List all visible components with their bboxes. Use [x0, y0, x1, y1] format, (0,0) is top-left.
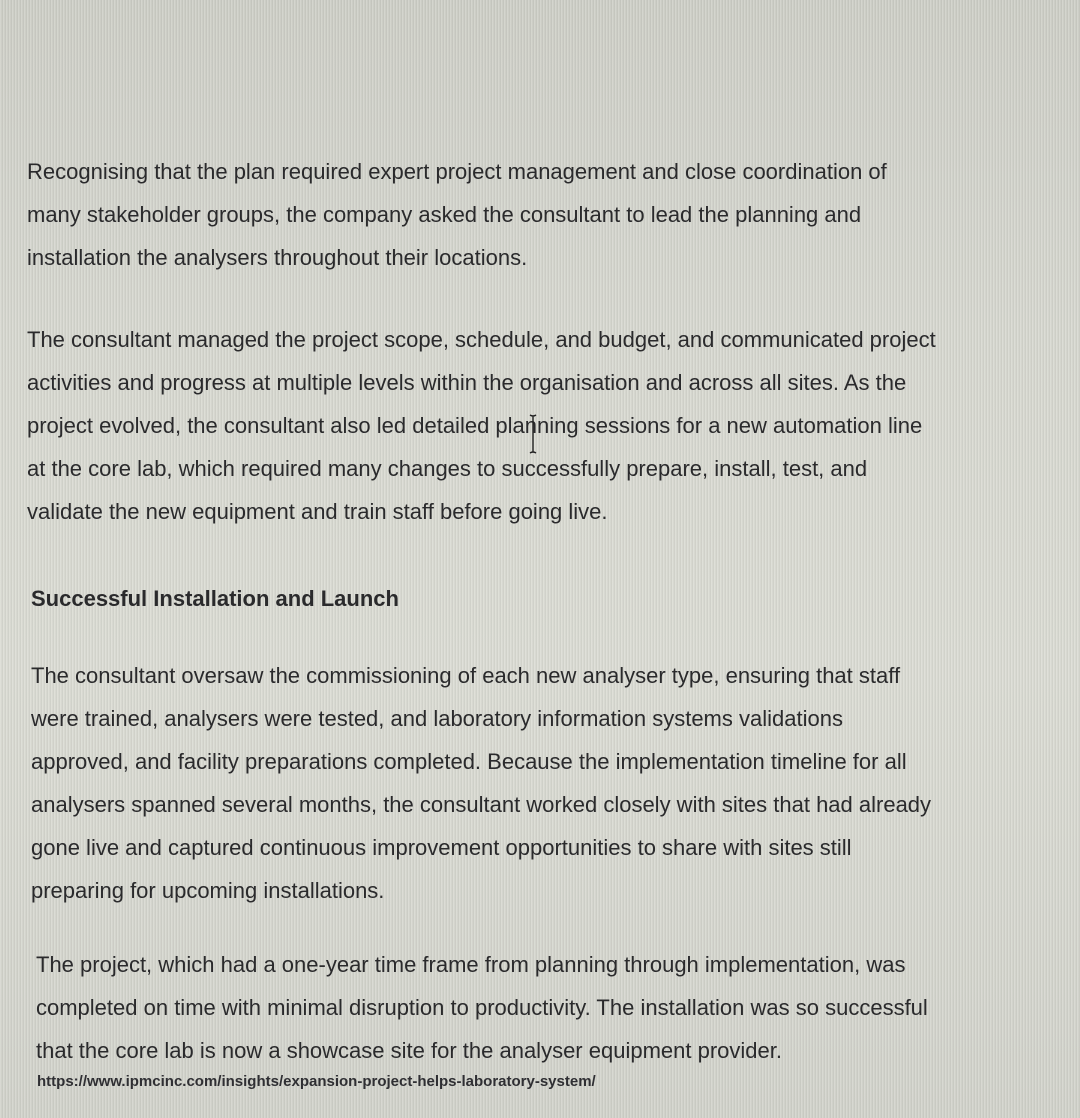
- text-line: completed on time with minimal disruption to productivity. The installation was so successful: [36, 995, 928, 1020]
- text-line: project evolved, the consultant also led detailed planning sessions for a new automation line: [27, 413, 923, 438]
- text-line: that the core lab is now a showcase site for the analyser equipment provider.: [36, 1038, 782, 1063]
- text-line: preparing for upcoming installations.: [31, 878, 385, 903]
- paragraph-project-management: [27, 318, 936, 533]
- text-line: many stakeholder groups, the company asked the consultant to lead the planning and: [27, 202, 862, 227]
- source-url[interactable]: https://www.ipmcinc.com/insights/expansion-project-helps-laboratory-system/: [37, 1073, 596, 1090]
- text-line: were trained, analysers were tested, and laboratory information systems validations: [31, 706, 843, 731]
- paragraph-commissioning: [31, 654, 931, 912]
- text-line: The consultant oversaw the commissioning of each new analyser type, ensuring that staff: [31, 663, 901, 688]
- text-line: The project, which had a one-year time frame from planning through implementation, was: [36, 952, 906, 977]
- text-line: approved, and facility preparations completed. Because the implementation timeline for all: [31, 749, 907, 774]
- text-line: Recognising that the plan required expert project management and close coordination of: [27, 159, 887, 184]
- text-line: analysers spanned several months, the consultant worked closely with sites that had already: [31, 792, 932, 817]
- text-line: activities and progress at multiple levels within the organisation and across all sites. As the: [27, 370, 907, 395]
- section-heading: Successful Installation and Launch: [31, 586, 399, 611]
- paragraph-planning-request: [27, 150, 887, 279]
- text-cursor-icon: [529, 414, 537, 454]
- text-line: validate the new equipment and train staff before going live.: [27, 499, 608, 524]
- paragraph-project-outcome: [36, 943, 928, 1072]
- text-line: at the core lab, which required many changes to successfully prepare, install, test, and: [27, 456, 868, 481]
- text-line: The consultant managed the project scope, schedule, and budget, and communicated project: [27, 327, 936, 352]
- text-line: gone live and captured continuous improvement opportunities to share with sites still: [31, 835, 852, 860]
- text-line: installation the analysers throughout their locations.: [27, 245, 528, 270]
